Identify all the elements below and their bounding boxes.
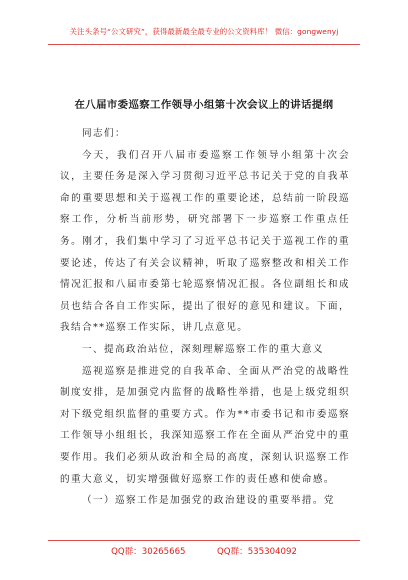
header-divider [48, 44, 360, 45]
footer-qq-group-2: QQ群：535304092 [217, 547, 297, 557]
document-body [60, 123, 350, 512]
footer-qq-group-1: QQ群：30265665 [111, 547, 186, 557]
body-paragraph: 今天，我们召开八届市委巡察工作领导小组第十次会议，主要任务是深入学习贯彻习近平总书记关于党的自我革命的重要思想和关于巡视工作的重要论述，总结前一阶段巡察工作，分析当前形势，研究部署下一步巡察工作重点任务。刚才，我们集中学习了习近平总书记关于巡视工作的重要论述，传达了有关会议精神，听取了巡察整改和相关工作情况汇报和八届市委第七轮巡察情况汇报。各位副组长和成员也结合各自工作实际，提出了很好的意见和建议。下面，我结合**巡察工作实际，讲几点意见。 [60, 149, 350, 334]
section-paragraph: 巡视巡察是推进党的自我革命、全面从严治党的战略性制度安排，是加强党内监督的战略性举措，也是上级党组织对下级党组织监督的重要方式。作为**市委书记和市委巡察工作领导小组组长，我深知巡察工作在全面从严治党中的重要作用。我们必须从政治和全局的高度，深刻认识巡察工作的重大意义，切实增强做好巡察工作的责任感和使命感。 [60, 365, 350, 485]
document-title: 在八届市委巡察工作领导小组第十次会议上的讲话提纲 [74, 99, 334, 111]
header-banner: 关注头条号“公文研究”，获得最新最全最专业的公文资料库！ 微信：gongwenyj [69, 27, 339, 36]
salutation: 同志们： [82, 128, 126, 139]
subsection-heading: （一）巡察工作是加强党的政治建设的重要举措。党 [82, 495, 335, 507]
section-heading: 一、提高政治站位，深刻理解巡察工作的重大意义 [82, 343, 324, 355]
footer-divider [48, 540, 360, 541]
footer-contact [0, 545, 408, 557]
